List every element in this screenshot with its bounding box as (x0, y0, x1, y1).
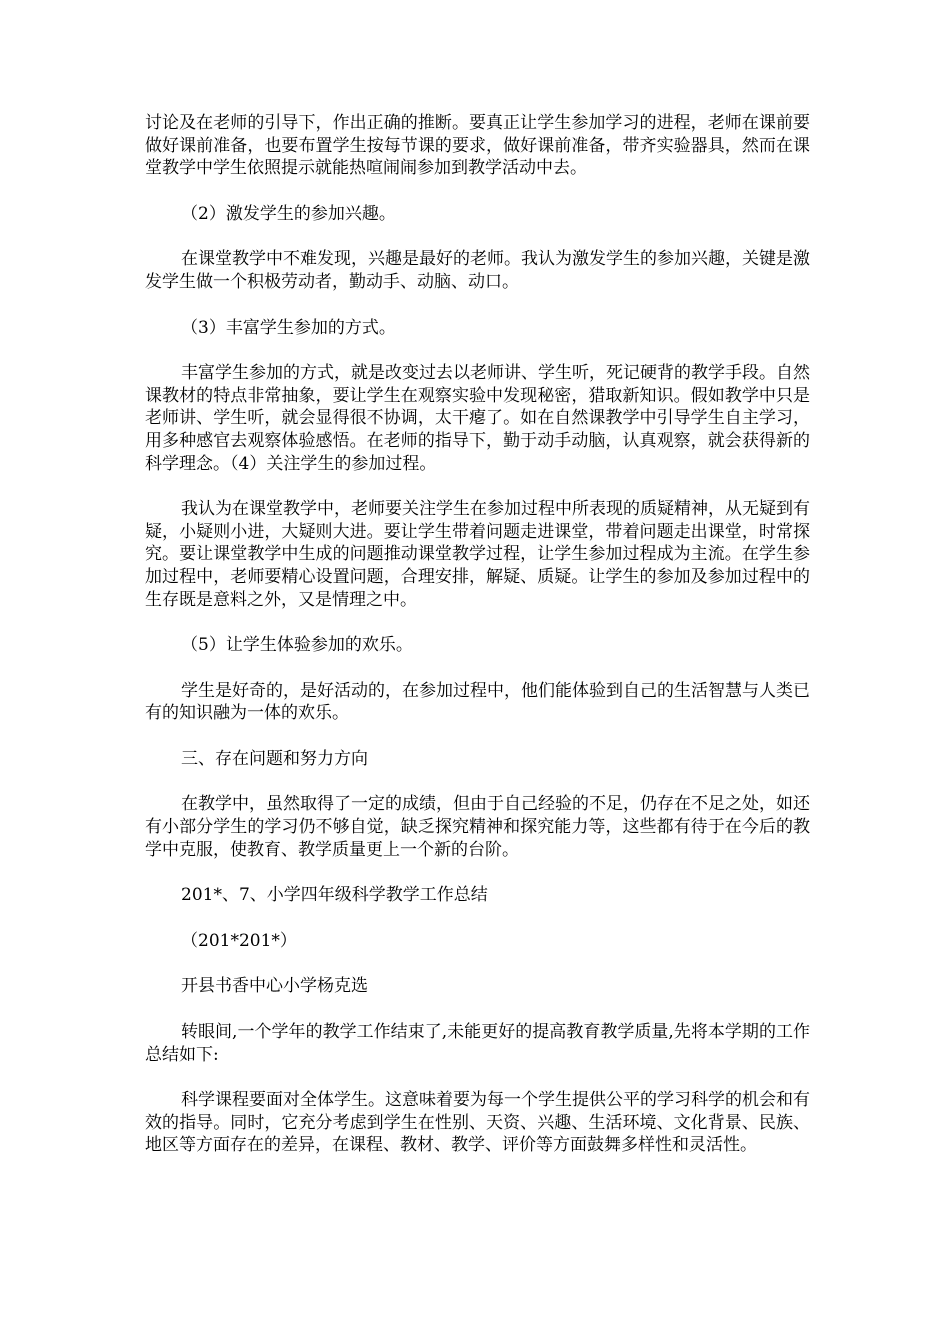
report-author: 开县书香中心小学杨克选 (181, 976, 368, 997)
paragraph: 我认为在课堂教学中，老师要关注学生在参加过程中所表现的质疑精神，从无疑到有疑，小疑则小进，大疑则大进。要让学生带着问题走进课堂，带着问题走出课堂，时常探究。要让课堂教学中生成的问题推动课堂教学过程，让学生参加过程成为主流。在学生参加过程中，老师要精心设置问题，合理安排，解疑、质疑。让学生的参加及参加过程中的生存既是意料之外，又是情理之中。 (145, 499, 810, 610)
paragraph: 讨论及在老师的引导下，作出正确的推断。要真正让学生参加学习的进程，老师在课前要做好课前准备，也要布置学生按每节课的要求，做好课前准备，带齐实验器具，然而在课堂教学中学生依照提示就能热喧闹闹参加到教学活动中去。 (145, 113, 810, 179)
section-heading: （2）激发学生的参加兴趣。 (181, 203, 396, 224)
paragraph: 转眼间,一个学年的教学工作结束了,未能更好的提高教育教学质量,先将本学期的工作总结如下: (145, 1022, 810, 1065)
report-title: 201*、7、小学四年级科学教学工作总结 (181, 885, 488, 906)
document-body (145, 112, 810, 1180)
paragraph: 学生是好奇的，是好活动的，在参加过程中，他们能体验到自己的生活智慧与人类已有的知识融为一体的欢乐。 (145, 680, 810, 724)
paragraph: 在教学中，虽然取得了一定的成绩，但由于自己经验的不足，仍存在不足之处，如还有小部分学生的学习仍不够自觉，缺乏探究精神和探究能力等，这些都有待于在今后的教学中克服，使教育、教学质量更上一个新的台阶。 (145, 794, 810, 860)
paragraph: 科学课程要面对全体学生。这意味着要为每一个学生提供公平的学习科学的机会和有效的指导。同时，它充分考虑到学生在性别、天资、兴趣、生活环境、文化背景、民族、地区等方面存在的差异，在课程、教材、教学、评价等方面鼓舞多样性和灵活性。 (145, 1090, 810, 1156)
section-heading: （3）丰富学生参加的方式。 (181, 317, 396, 338)
section-heading: （5）让学生体验参加的欢乐。 (181, 635, 413, 656)
paragraph: 丰富学生参加的方式，就是改变过去以老师讲、学生听，死记硬背的教学手段。自然课教材的特点非常抽象，要让学生在观察实验中发现秘密，猎取新知识。假如教学中只是老师讲、学生听，就会显得很不协调，太干瘪了。如在自然课教学中引导学生自主学习，用多种感官去观察体验感悟。在老师的指导下，勤于动手动脑，认真观察，就会获得新的科学理念。（4）关注学生的参加过程。 (145, 363, 810, 474)
paragraph: 在课堂教学中不难发现，兴趣是最好的老师。我认为激发学生的参加兴趣，关键是激发学生做一个积极劳动者，勤动手、动脑、动口。 (145, 249, 810, 292)
report-period: （201*201*） (181, 930, 297, 951)
section-heading: 三、存在问题和努力方向 (181, 748, 368, 769)
